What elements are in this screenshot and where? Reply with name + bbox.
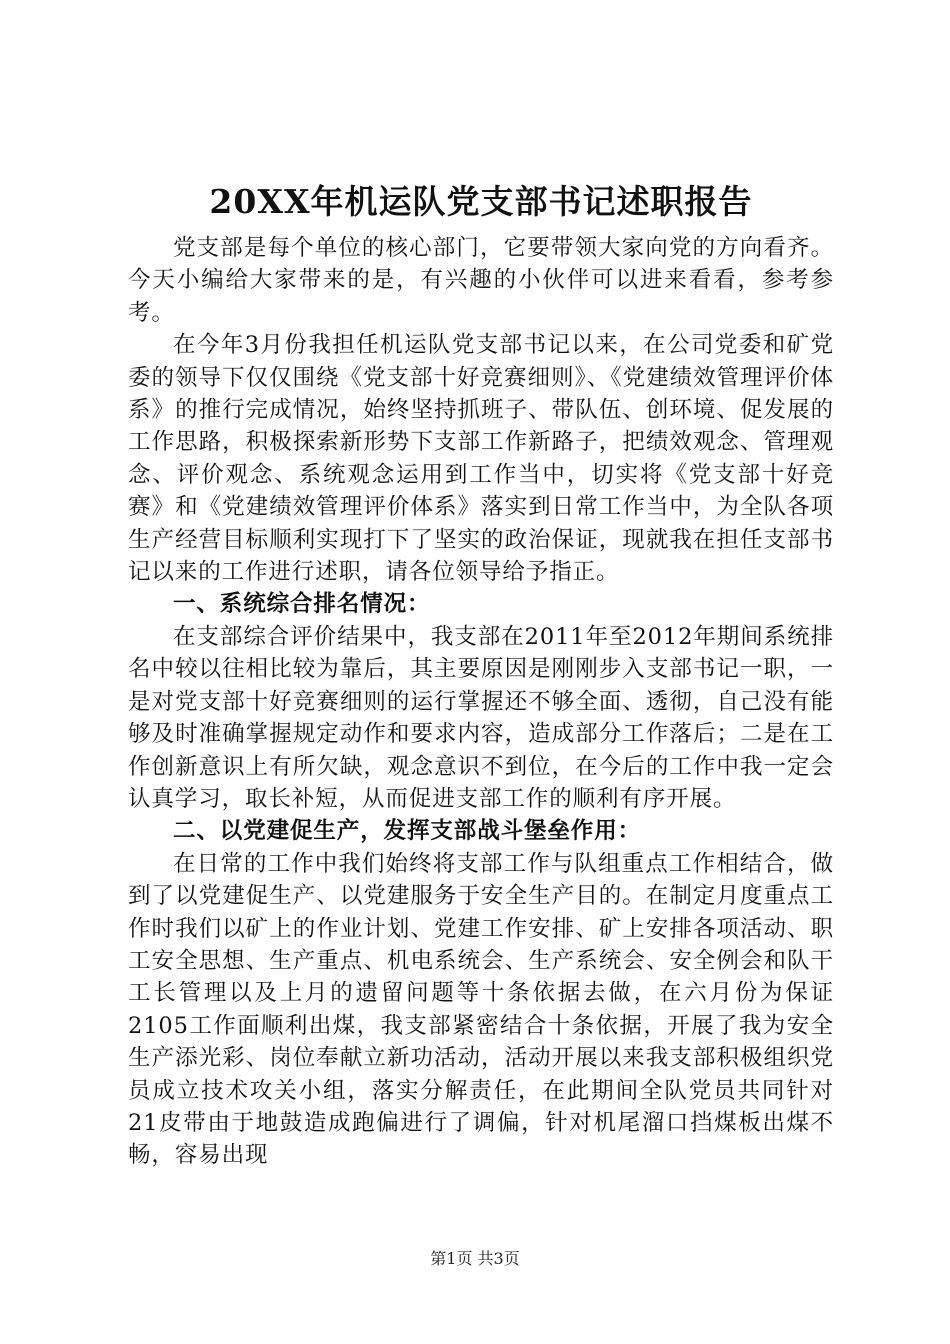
intro-paragraph: 党支部是每个单位的核心部门，它要带领大家向党的方向看齐。今天小编给大家带来的是，有兴趣的小伙伴可以进来看看，参考参考。 [128, 235, 834, 326]
page-number-footer: 第1页 共3页 [430, 1249, 520, 1268]
section-heading-ranking: 一、系统综合排名情况： [173, 591, 431, 618]
document-title: 20XX年机运队党支部书记述职报告 [209, 182, 753, 221]
overview-paragraph: 在今年3月份我担任机运队党支部书记以来，在公司党委和矿党委的领导下仅仅围绕《党支部十好竞赛细则》、《党建绩效管理评价体系》的推行完成情况，始终坚持抓班子、带队伍、创环境、促发展的工作思路，积极探索新形势下支部工作新路子，把绩效观念、管理观念、评价观念、系统观念运用到工作当中，切实将《党支部十好竞赛》和《党建绩效管理评价体系》落实到日常工作当中，为全队各项生产经营目标顺利实现打下了坚实的政治保证，现就我在担任支部书记以来的工作进行述职，请各位领导给予指正。 [128, 332, 834, 586]
document-page [128, 180, 834, 1172]
section-body-ranking: 在支部综合评价结果中，我支部在2011年至2012年期间系统排名中较以往相比较为靠后，其主要原因是刚刚步入支部书记一职，一是对党支部十好竞赛细则的运行掌握还不够全面、透彻，自己没有能够及时准确掌握规定动作和要求内容，造成部分工作落后；二是在工作创新意识上有所欠缺，观念意识不到位，在今后的工作中我一定会认真学习，取长补短，从而促进支部工作的顺利有序开展。 [128, 623, 834, 812]
section-body-production: 在日常的工作中我们始终将支部工作与队组重点工作相结合，做到了以党建促生产、以党建服务于安全生产目的。在制定月度重点工作时我们以矿上的作业计划、党建工作安排、矿上安排各项活动、职工安全思想、生产重点、机电系统会、生产系统会、安全例会和队干工长管理以及上月的遗留问题等十条依据去做，在六月份为保证2105工作面顺利出煤，我支部紧密结合十条依据，开展了我为安全生产添光彩、岗位奉献立新功活动，活动开展以来我支部积极组织党员成立技术攻关小组，落实分解责任，在此期间全队党员共同针对21皮带由于地鼓造成跑偏进行了调偏，针对机尾溜口挡煤板出煤不畅，容易出现 [128, 850, 834, 1169]
section-heading-production: 二、以党建促生产，发挥支部战斗堡垒作用： [173, 818, 642, 845]
